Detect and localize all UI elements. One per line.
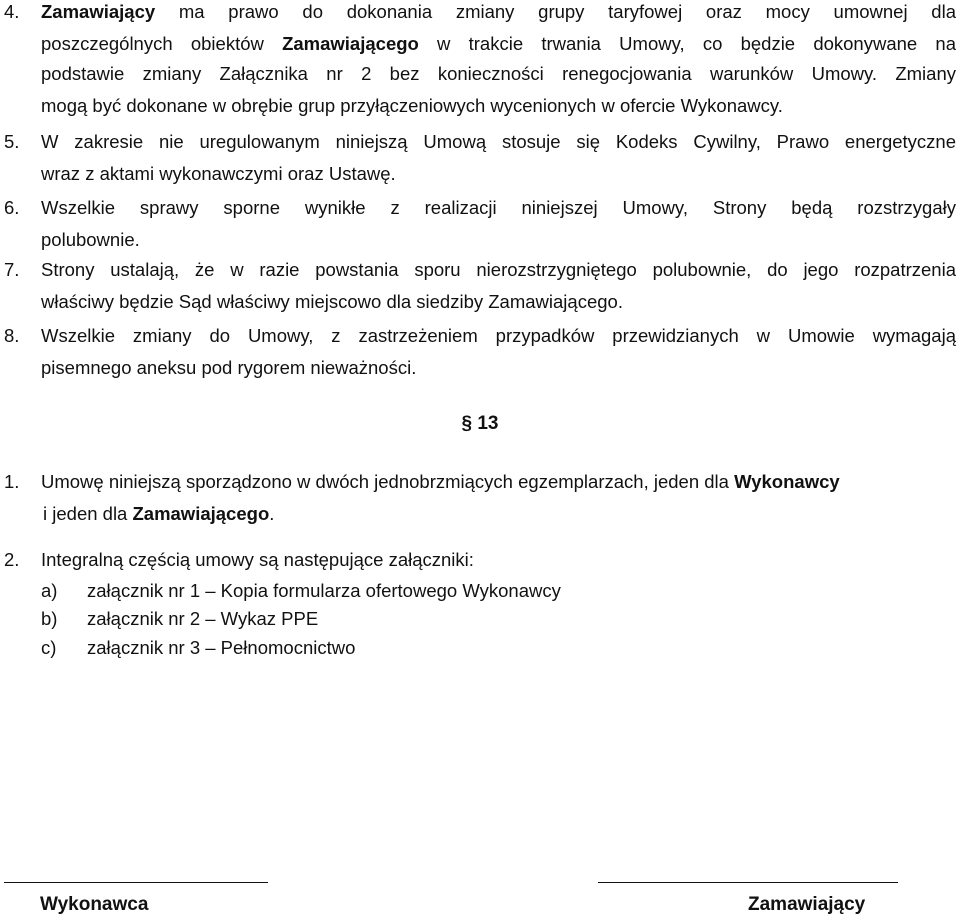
clause-4-line-3: podstawie zmiany Załącznika nr 2 bez konieczności renegocjowania warunków Umowy. Zmiany: [41, 63, 956, 84]
clause-7-line-1: Strony ustalają, że w razie powstania sporu nierozstrzygniętego polubownie, do jego rozpatrzenia: [41, 259, 956, 280]
signature-line-right: [598, 882, 898, 883]
clause-8-line-2: pisemnego aneksu pod rygorem nieważności.: [41, 357, 417, 378]
signature-label-client: Zamawiający: [748, 894, 866, 915]
clause-4-line-2: poszczególnych obiektów Zamawiającego w trakcie trwania Umowy, co będzie dokonywane na: [41, 33, 956, 54]
attachment-letter: b): [41, 608, 58, 629]
signature-line-left: [4, 882, 268, 883]
clause-number: 7.: [4, 259, 20, 280]
attachment-letter: a): [41, 580, 58, 601]
party-name: Zamawiający: [41, 1, 156, 22]
attachment-text: załącznik nr 1 – Kopia formularza ofertowego Wykonawcy: [87, 580, 561, 601]
section-clause-2-line-1: Integralną częścią umowy są następujące załączniki:: [41, 549, 474, 570]
clause-number: 1.: [4, 471, 20, 492]
party-name: Zamawiającego: [282, 33, 419, 54]
clause-5-line-2: wraz z aktami wykonawczymi oraz Ustawę.: [41, 163, 396, 184]
clause-8-line-1: Wszelkie zmiany do Umowy, z zastrzeżeniem przypadków przewidzianych w Umowie wymagają: [41, 325, 956, 346]
clause-4-line-4: mogą być dokonane w obrębie grup przyłączeniowych wycenionych w ofercie Wykonawcy.: [41, 95, 783, 116]
attachment-letter: c): [41, 637, 57, 658]
attachment-text: załącznik nr 2 – Wykaz PPE: [87, 608, 319, 629]
attachment-text: załącznik nr 3 – Pełnomocnictwo: [87, 637, 356, 658]
clause-number: 6.: [4, 197, 20, 218]
clause-5-line-1: W zakresie nie uregulowanym niniejszą Umową stosuje się Kodeks Cywilny, Prawo energetyczne: [41, 131, 956, 152]
clause-number: 4.: [4, 1, 20, 22]
clause-number: 2.: [4, 549, 20, 570]
clause-7-line-2: właściwy będzie Sąd właściwy miejscowo dla siedziby Zamawiającego.: [41, 291, 623, 312]
party-name: Wykonawcy: [734, 471, 840, 492]
clause-4-line-1: Zamawiający ma prawo do dokonania zmiany grupy taryfowej oraz mocy umownej dla: [41, 1, 956, 22]
clause-6-line-1: Wszelkie sprawy sporne wynikłe z realizacji niniejszej Umowy, Strony będą rozstrzygały: [41, 197, 956, 218]
signature-label-contractor: Wykonawca: [40, 894, 149, 915]
clause-number: 5.: [4, 131, 20, 152]
section-clause-1-line-1: Umowę niniejszą sporządzono w dwóch jednobrzmiących egzemplarzach, jeden dla Wykonawcy: [41, 471, 840, 492]
section-clause-1-line-2: i jeden dla Zamawiającego.: [43, 503, 275, 524]
clause-number: 8.: [4, 325, 20, 346]
clause-6-line-2: polubownie.: [41, 229, 140, 250]
section-title: § 13: [461, 413, 499, 434]
party-name: Zamawiającego: [132, 503, 270, 524]
